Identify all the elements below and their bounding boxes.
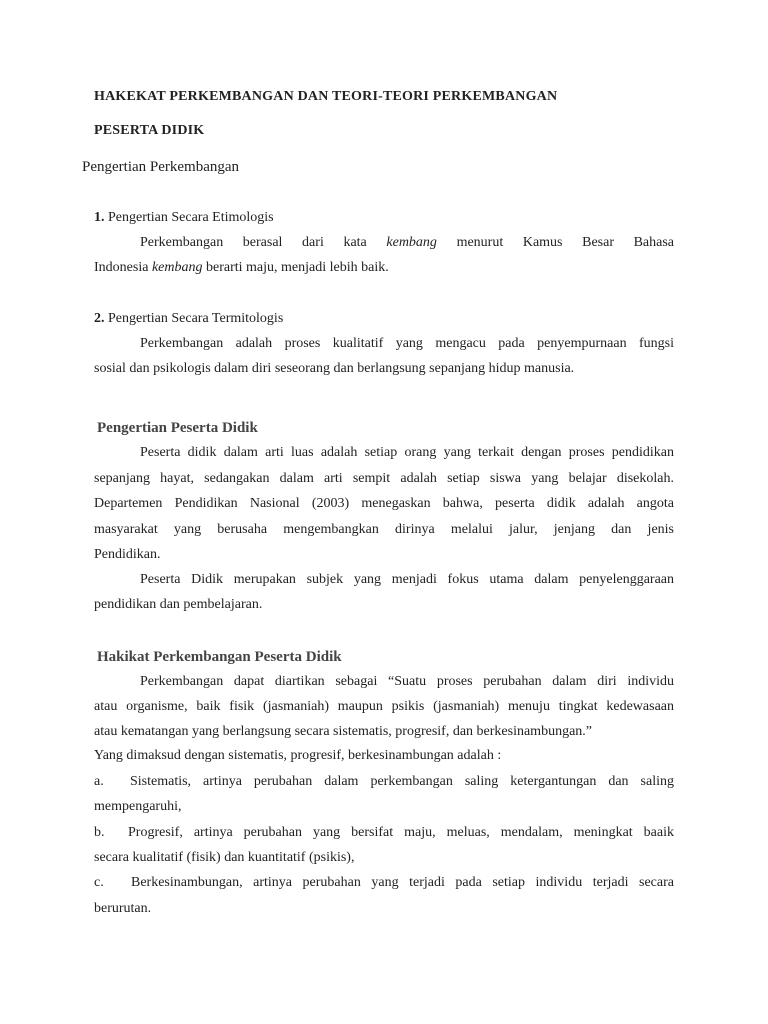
doc-title-line2: PESERTA DIDIK: [94, 123, 205, 138]
list-item-c-line2: berurutan.: [94, 901, 152, 916]
list-item-c-line1: Berkesinambungan, artinya perubahan yang terjadi pada setiap individu terjadi secara: [131, 875, 674, 890]
termitologis-line2: sosial dan psikologis dalam diri seseorang dan berlangsung sepanjang hidup manusia.: [94, 361, 575, 376]
peserta-line4: masyarakat yang berusaha mengembangkan dirinya melalui jalur, jenjang dan jenis: [94, 522, 674, 537]
list-item-a-line2: mempengaruhi,: [94, 799, 182, 814]
section-heading-peserta-didik: Pengertian Peserta Didik: [97, 420, 258, 436]
peserta-line6: Peserta Didik merupakan subjek yang menjadi fokus utama dalam penyelenggaraan: [140, 572, 674, 587]
emphasis-word: kembang: [151, 260, 203, 275]
list-marker-a: a.: [94, 774, 104, 789]
etimologis-line1: [140, 233, 674, 253]
list-marker-c: c.: [94, 875, 104, 890]
item-label: Pengertian Secara Etimologis: [108, 210, 274, 225]
hakikat-line4: Yang dimaksud dengan sistematis, progresif, berkesinambungan adalah :: [94, 748, 502, 763]
termitologis-line1: Perkembangan adalah proses kualitatif yang mengacu pada penyempurnaan fungsi: [140, 336, 674, 351]
text-run: Indonesia: [94, 260, 149, 275]
peserta-line7: pendidikan dan pembelajaran.: [94, 597, 263, 612]
hakikat-line3: atau kematangan yang berlangsung secara sistematis, progresif, dan berkesinambungan.”: [94, 724, 592, 739]
hakikat-line2: atau organisme, baik fisik (jasmaniah) maupun psikis (jasmaniah) menuju tingkat kedewasaan: [94, 699, 674, 714]
item-number: 1.: [94, 210, 105, 225]
section-heading-perkembangan: Pengertian Perkembangan: [82, 159, 240, 175]
peserta-line1: Peserta didik dalam arti luas adalah setiap orang yang terkait dengan proses pendidikan: [140, 445, 674, 460]
peserta-line3: Departemen Pendidikan Nasional (2003) menegaskan bahwa, peserta didik adalah angota: [94, 496, 674, 511]
item-number: 2.: [94, 311, 105, 326]
doc-title-line1: HAKEKAT PERKEMBANGAN DAN TEORI-TEORI PERKEMBANGAN: [94, 89, 558, 104]
emphasis-word: kembang: [386, 235, 437, 250]
list-item-a-line1: Sistematis, artinya perubahan dalam perkembangan saling ketergantungan dan saling: [130, 774, 674, 789]
item-termitologis-heading: [94, 309, 283, 329]
list-marker-b: b.: [94, 825, 105, 840]
text-run: menurut Kamus Besar Bahasa: [456, 235, 675, 250]
list-item-b-line2: secara kualitatif (fisik) dan kuantitatif (psikis),: [94, 850, 355, 865]
section-heading-hakikat: Hakikat Perkembangan Peserta Didik: [97, 649, 342, 665]
etimologis-line2: [94, 258, 389, 278]
peserta-line5: Pendidikan.: [94, 547, 161, 562]
text-run: Perkembangan berasal dari kata: [140, 235, 367, 250]
hakikat-line1: Perkembangan dapat diartikan sebagai “Suatu proses perubahan dalam diri individu: [140, 674, 674, 689]
item-etimologis-heading: [94, 208, 274, 228]
item-label: Pengertian Secara Termitologis: [108, 311, 284, 326]
peserta-line2: sepanjang hayat, sedangakan dalam arti sempit adalah setiap siswa yang belajar disekolah.: [94, 471, 674, 486]
text-run: berarti maju, menjadi lebih baik.: [205, 260, 389, 275]
list-item-b-line1: Progresif, artinya perubahan yang bersifat maju, meluas, mendalam, meningkat baaik: [128, 825, 674, 840]
